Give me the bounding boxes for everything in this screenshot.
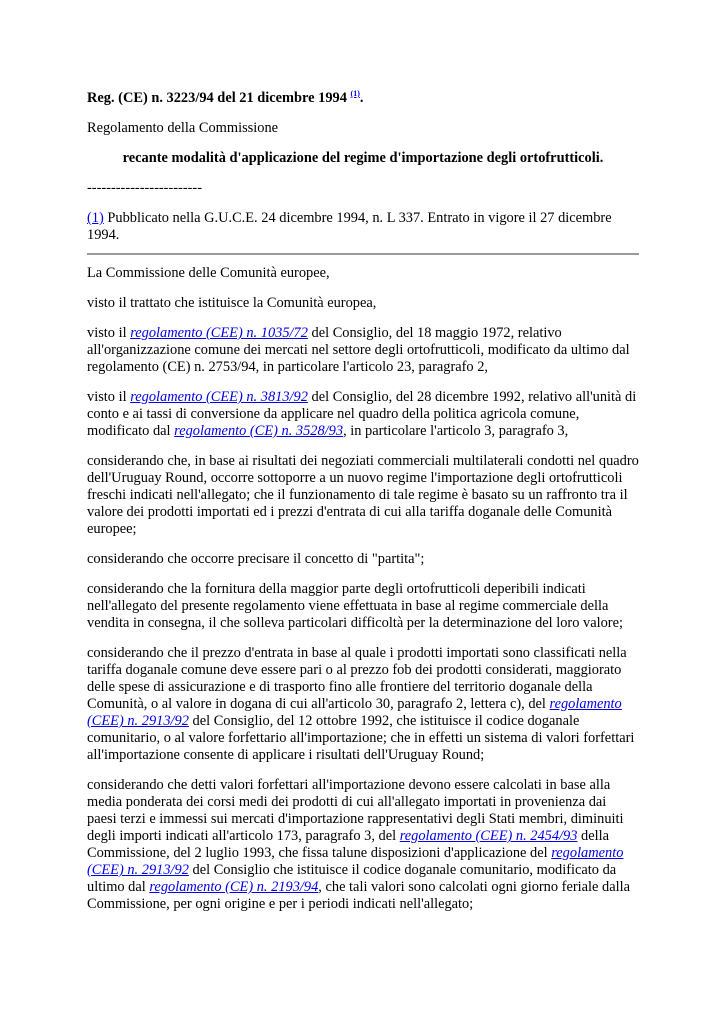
regulation-link-3528-93[interactable]: regolamento (CE) n. 3528/93 [174, 423, 344, 439]
regulation-link-2913-92[interactable]: regolamento (CEE) n. 2913/92 [87, 845, 624, 878]
text-segment: del Consiglio, del 28 dicembre 1992, relativo all'unità di conto e ai tassi di conversione da applicare nel quadro della politica agricola comune, modificato dal [87, 389, 637, 439]
document-title [87, 90, 639, 107]
text-segment: considerando che il prezzo d'entrata in base al quale i prodotti importati sono classificati nella tariffa doganale comune deve essere pari o al prezzo fob dei prodotti considerati, maggiorato delle spese di assicurazione e di trasporto fino alle frontiere del territorio doganale della Comunità, o al valore in dogana di cui all'articolo 30, paragrafo 2, lettera c), del [87, 645, 627, 712]
text-segment: della Commissione, del 2 luglio 1993, che fissa talune disposizioni d'applicazione del [87, 828, 610, 861]
regulation-link-2193-94[interactable]: regolamento (CE) n. 2193/94 [149, 879, 319, 895]
text-segment: visto il [87, 325, 131, 341]
text-segment: visto il [87, 389, 131, 405]
text-segment: del Consiglio, del 12 ottobre 1992, che istituisce il codice doganale comunitario, o al valore forfettario all'importazione; che in effetti un sistema di valori forfettari all'importazione consente di applicare i risultati dell'Uruguay Round; [87, 713, 635, 763]
paragraph-uruguay-round: considerando che, in base ai risultati dei negoziati commerciali multilaterali condotti nel quadro dell'Uruguay Round, occorre sottoporre a un nuovo regime l'importazione degli ortofrutticoli freschi indicati nell'allegato; che il funzionamento di tale regime è basato su un raffronto tra il valore dei prodotti importati ed i prezzi d'entrata di cui alla tariffa doganale delle Comunità europee; [87, 453, 639, 537]
paragraph-treaty: visto il trattato che istituisce la Comunità europea, [87, 295, 377, 311]
text-segment: , che tali valori sono calcolati ogni giorno feriale dalla Commissione, per ogni origine e per i periodi indicati nell'allegato; [87, 879, 630, 912]
footnote-ref-link[interactable]: (1) [87, 210, 104, 226]
document-body [87, 90, 639, 926]
title-end: . [359, 90, 364, 106]
paragraph-valori-forfettari [87, 777, 639, 913]
paragraph-prezzo-entrata [87, 645, 639, 764]
regulation-link-2454-93[interactable]: regolamento (CEE) n. 2454/93 [399, 828, 578, 844]
text-segment: considerando che detti valori forfettari all'importazione devono essere calcolati in base alla media ponderata dei corsi medi dei prodotti di cui all'allegato importati in provenienza dai paesi terzi e immessi sui mercati d'importazione rappresentativi degli Stati membri, diminuiti degli importi indicati all'articolo 173, paragrafo 3, del [87, 777, 624, 844]
footnote-text: Pubblicato nella G.U.C.E. 24 dicembre 1994, n. L 337. Entrato in vigore il 27 dicembre 1994. [87, 210, 612, 243]
paragraph-visto-3813 [87, 389, 639, 440]
paragraph-visto-1035 [87, 325, 639, 376]
regulation-link-1035-72[interactable]: regolamento (CEE) n. 1035/72 [130, 325, 308, 341]
paragraph-partita: considerando che occorre precisare il concetto di "partita"; [87, 551, 425, 567]
paragraph-vendita-consegna: considerando che la fornitura della maggior parte degli ortofrutticoli deperibili indicati nell'allegato del presente regolamento viene effettuata in base al regime commerciale della vendita in consegna, il che solleva particolari difficoltà per la determinazione del loro valore; [87, 581, 623, 631]
title-footnote-link[interactable]: (1) [350, 89, 360, 98]
paragraph-commission: La Commissione delle Comunità europee, [87, 265, 330, 281]
text-segment: del Consiglio che istituisce il codice doganale comunitario, modificato da ultimo dal [87, 862, 617, 895]
footnote [87, 210, 639, 244]
horizontal-rule [87, 253, 639, 255]
text-segment: , in particolare l'articolo 3, paragrafo 3, [343, 423, 569, 439]
separator-dashes: ------------------------ [87, 180, 203, 196]
regulation-link-2913-92[interactable]: regolamento (CEE) n. 2913/92 [87, 696, 622, 729]
title-text: Reg. (CE) n. 3223/94 del 21 dicembre 1994 [87, 90, 351, 106]
document-subject: recante modalità d'applicazione del regime d'importazione degli ortofrutticoli. [122, 150, 604, 166]
text-segment: del Consiglio, del 18 maggio 1972, relativo all'organizzazione comune dei mercati nel settore degli ortofrutticoli, modificato da ultimo dal regolamento (CE) n. 2753/94, in particolare l'articolo 23, paragrafo 2, [87, 325, 630, 375]
regulation-link-3813-92[interactable]: regolamento (CEE) n. 3813/92 [130, 389, 308, 405]
issuer: Regolamento della Commissione [87, 120, 279, 136]
